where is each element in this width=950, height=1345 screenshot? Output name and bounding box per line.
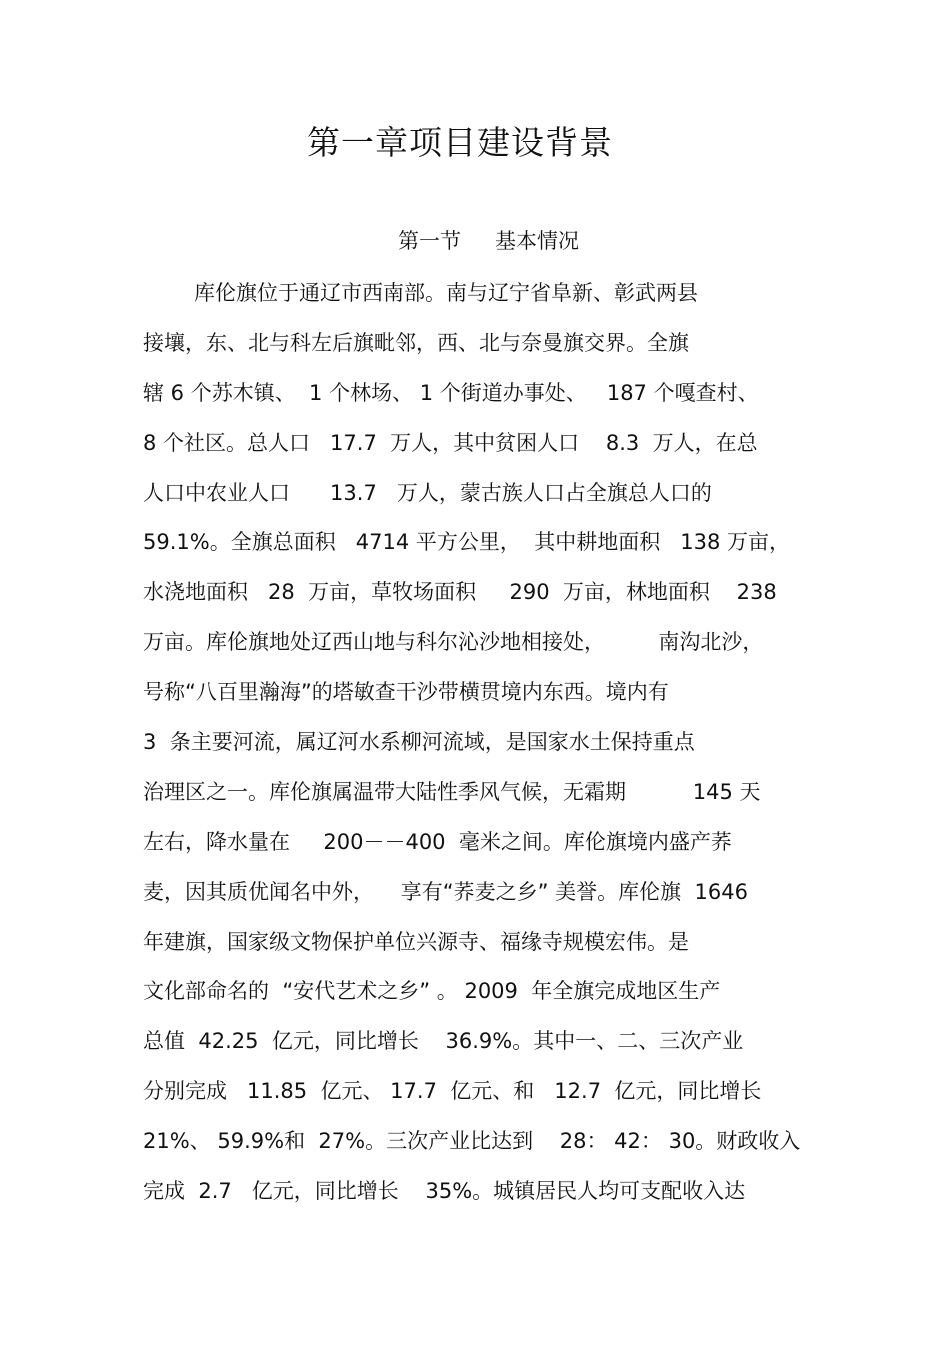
- text-line: 接壤，东、北与科左后旗毗邻，西、北与奈曼旗交界。全旗: [143, 330, 689, 355]
- text-line: 21%、 59.9%和 27%。三次产业比达到 28： 42： 30。财政收入: [143, 1129, 801, 1154]
- section-title: 基本情况: [495, 229, 579, 253]
- text-line: 年建旗，国家级文物保护单位兴源寺、福缘寺规模宏伟。是: [143, 929, 689, 954]
- text-line: 分别完成 11.85 亿元、 17.7 亿元、和 12.7 亿元，同比增长: [143, 1079, 762, 1104]
- text-line: 左右，降水量在 200－－400 毫米之间。库伦旗境内盛产荞: [143, 829, 732, 854]
- text-line: 号称“八百里瀚海”的塔敏查干沙带横贯境内东西。境内有: [143, 680, 669, 705]
- section-heading: [398, 224, 579, 258]
- text-line: 文化部命名的 “安代艺术之乡” 。 2009 年全旗完成地区生产: [143, 979, 721, 1004]
- text-line: 辖 6 个苏木镇、 1 个林场、 1 个街道办事处、 187 个嘎查村、: [143, 380, 759, 405]
- text-line: 麦，因其质优闻名中外， 享有“荞麦之乡” 美誉。库伦旗 1646: [143, 879, 748, 904]
- section-number: 第一节: [398, 229, 461, 253]
- text-line: 库伦旗位于通辽市西南部。南与辽宁省阜新、彰武两县: [194, 281, 698, 305]
- text-line: 人口中农业人口 13.7 万人，蒙古族人口占全旗总人口的: [143, 480, 712, 505]
- text-line: 总值 42.25 亿元，同比增长 36.9%。其中一、二、三次产业: [143, 1029, 744, 1054]
- text-line: 水浇地面积 28 万亩，草牧场面积 290 万亩，林地面积 238: [143, 580, 777, 605]
- text-line: 治理区之一。库伦旗属温带大陆性季风气候，无霜期 145 天: [143, 779, 761, 804]
- text-line: 59.1%。全旗总面积 4714 平方公里， 其中耕地面积 138 万亩，: [143, 530, 790, 555]
- text-line: 完成 2.7 亿元，同比增长 35%。城镇居民人均可支配收入达: [143, 1179, 746, 1204]
- text-line: 3 条主要河流，属辽河水系柳河流域，是国家水土保持重点: [143, 730, 695, 755]
- text-line: 万亩。库伦旗地处辽西山地与科尔沁沙地相接处， 南沟北沙，: [143, 630, 764, 655]
- text-line: 8 个社区。总人口 17.7 万人，其中贫困人口 8.3 万人，在总: [143, 430, 758, 455]
- chapter-title: 第一章项目建设背景: [307, 123, 613, 162]
- body-paragraph: [143, 271, 823, 1219]
